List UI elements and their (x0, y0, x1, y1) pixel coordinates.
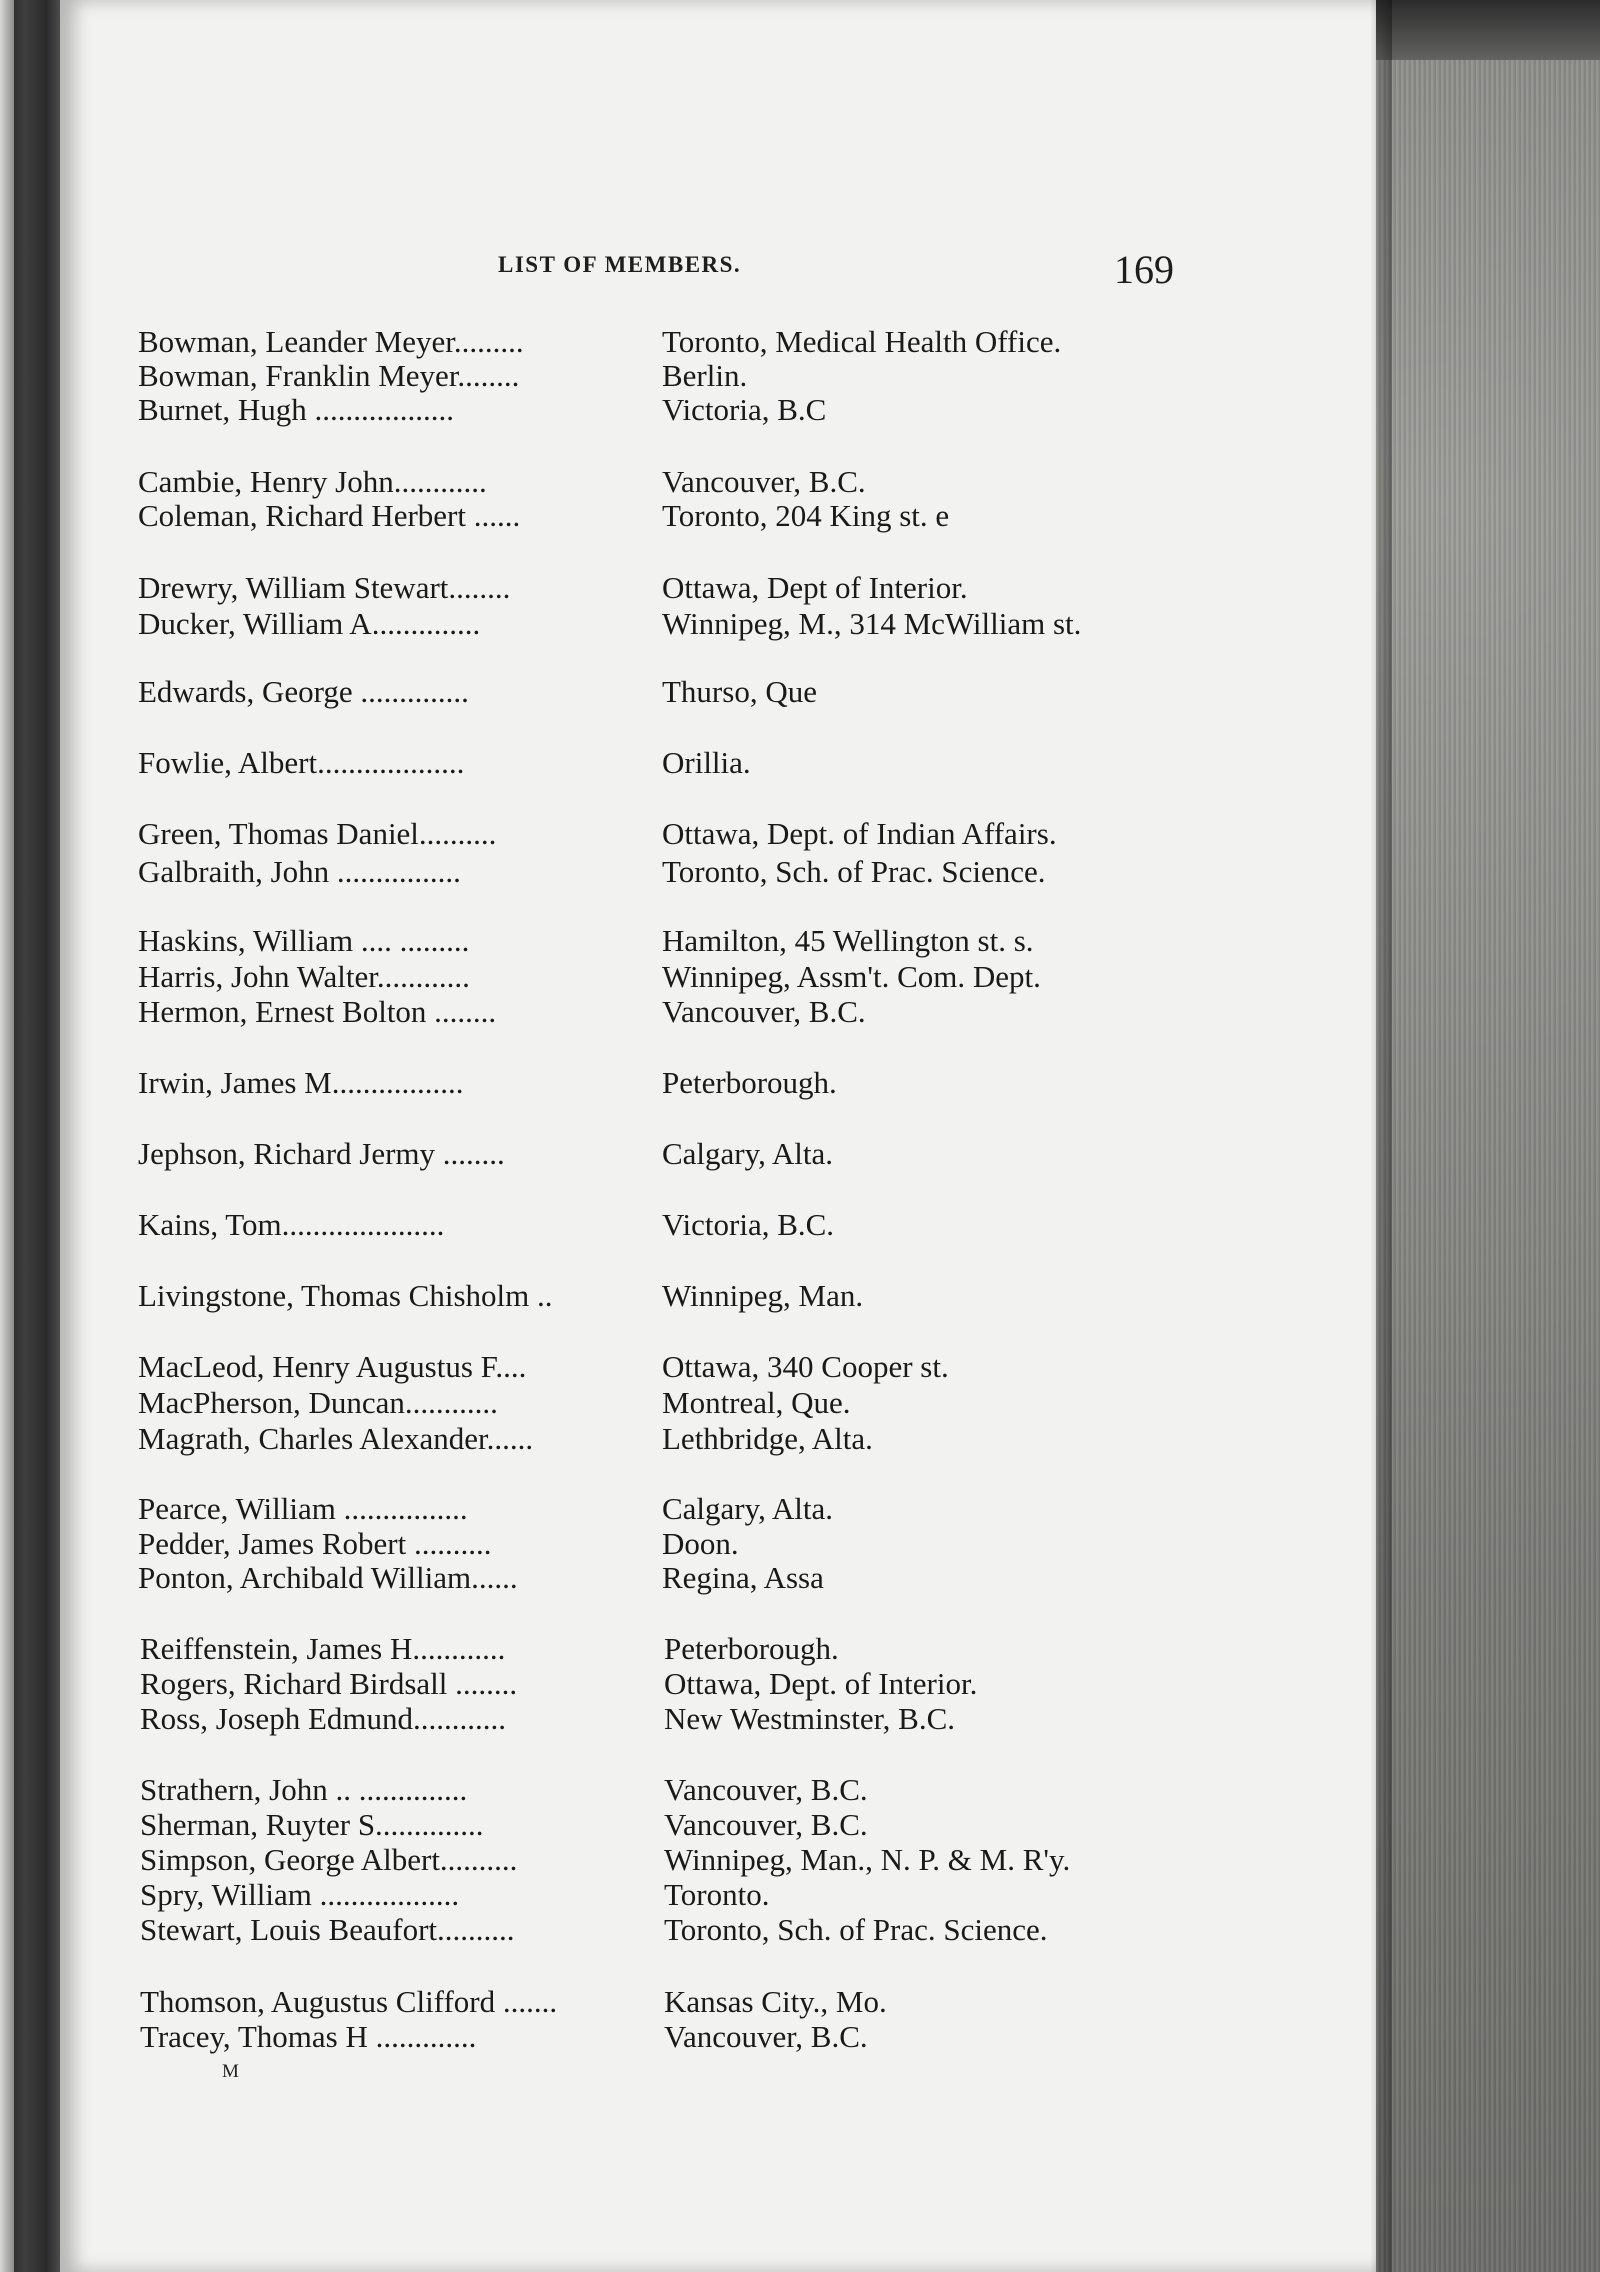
member-name: Spry, William .................. (140, 1877, 460, 1912)
member-name: Reiffenstein, James H............ (140, 1631, 506, 1666)
member-location: Toronto, Sch. of Prac. Science. (664, 1912, 1048, 1947)
member-location: Thurso, Que (662, 674, 817, 709)
member-name: Pearce, William ................ (138, 1491, 468, 1526)
member-name: Rogers, Richard Birdsall ........ (140, 1666, 518, 1701)
member-name: MacLeod, Henry Augustus F.... (138, 1349, 527, 1384)
member-location: Vancouver, B.C. (662, 464, 866, 499)
member-name: Drewry, William Stewart........ (138, 570, 511, 605)
member-name: Thomson, Augustus Clifford ....... (140, 1984, 558, 2019)
member-location: Winnipeg, Assm't. Com. Dept. (662, 959, 1041, 994)
running-head: LIST OF MEMBERS. (498, 252, 742, 277)
member-location: Ottawa, 340 Cooper st. (662, 1349, 949, 1384)
member-location: Winnipeg, Man., N. P. & M. R'y. (664, 1842, 1071, 1877)
member-name: Jephson, Richard Jermy ........ (138, 1136, 505, 1171)
member-name: Hermon, Ernest Bolton ........ (138, 994, 497, 1029)
member-name: Irwin, James M................. (138, 1065, 464, 1100)
member-name: Burnet, Hugh .................. (138, 392, 455, 427)
member-name: Harris, John Walter............ (138, 959, 470, 994)
member-location: Ottawa, Dept. of Indian Affairs. (662, 816, 1057, 851)
member-location: Winnipeg, Man. (662, 1278, 864, 1313)
member-name: Cambie, Henry John............ (138, 464, 487, 499)
member-location: Toronto, Medical Health Office. (662, 324, 1062, 359)
member-name: Edwards, George .............. (138, 674, 469, 709)
member-location: Toronto, Sch. of Prac. Science. (662, 854, 1046, 889)
member-location: Vancouver, B.C. (662, 994, 866, 1029)
member-name: Ponton, Archibald William...... (138, 1560, 518, 1595)
member-name: Stewart, Louis Beaufort.......... (140, 1912, 515, 1947)
member-location: Kansas City., Mo. (664, 1984, 887, 2019)
member-location: Victoria, B.C. (662, 1207, 835, 1242)
member-name: Coleman, Richard Herbert ...... (138, 498, 521, 533)
member-name: Livingstone, Thomas Chisholm .. (138, 1278, 553, 1313)
member-location: Lethbridge, Alta. (662, 1421, 873, 1456)
member-name: Fowlie, Albert................... (138, 745, 465, 780)
member-name: Galbraith, John ................ (138, 854, 461, 889)
member-location: Vancouver, B.C. (664, 2019, 868, 2054)
member-location: Victoria, B.C (662, 392, 827, 427)
member-location: Montreal, Que. (662, 1385, 851, 1420)
member-location: Orillia. (662, 745, 751, 780)
member-name: Ducker, William A.............. (138, 606, 481, 641)
member-location: Hamilton, 45 Wellington st. s. (662, 923, 1034, 958)
member-location: Calgary, Alta. (662, 1491, 834, 1526)
member-location: Toronto, 204 King st. e (662, 498, 950, 533)
member-name: Simpson, George Albert.......... (140, 1842, 518, 1877)
member-location: Ottawa, Dept. of Interior. (664, 1666, 978, 1701)
member-name: Haskins, William .... ......... (138, 923, 470, 958)
member-name: Tracey, Thomas H ............. (140, 2019, 477, 2054)
member-name: Strathern, John .. .............. (140, 1772, 468, 1807)
page-number: 169 (1114, 247, 1174, 292)
member-name: Kains, Tom..................... (138, 1207, 445, 1242)
member-location: Peterborough. (664, 1631, 839, 1666)
member-name: Green, Thomas Daniel.......... (138, 816, 497, 851)
member-location: Doon. (662, 1526, 739, 1561)
signature-mark: M (222, 2061, 239, 2082)
member-name: Bowman, Leander Meyer......... (138, 324, 524, 359)
member-location: Regina, Assa (662, 1560, 824, 1595)
member-name: Pedder, James Robert .......... (138, 1526, 492, 1561)
member-name: Magrath, Charles Alexander...... (138, 1421, 534, 1456)
member-location: Berlin. (662, 358, 748, 393)
member-name: MacPherson, Duncan............ (138, 1385, 498, 1420)
member-location: New Westminster, B.C. (664, 1701, 956, 1736)
member-location: Winnipeg, M., 314 McWilliam st. (662, 606, 1082, 641)
member-name: Bowman, Franklin Meyer........ (138, 358, 520, 393)
member-location: Vancouver, B.C. (664, 1807, 868, 1842)
member-location: Vancouver, B.C. (664, 1772, 868, 1807)
member-location: Peterborough. (662, 1065, 837, 1100)
member-location: Calgary, Alta. (662, 1136, 834, 1171)
member-name: Ross, Joseph Edmund............ (140, 1701, 506, 1736)
member-location: Ottawa, Dept of Interior. (662, 570, 968, 605)
member-name: Sherman, Ruyter S.............. (140, 1807, 484, 1842)
member-location: Toronto. (664, 1877, 770, 1912)
